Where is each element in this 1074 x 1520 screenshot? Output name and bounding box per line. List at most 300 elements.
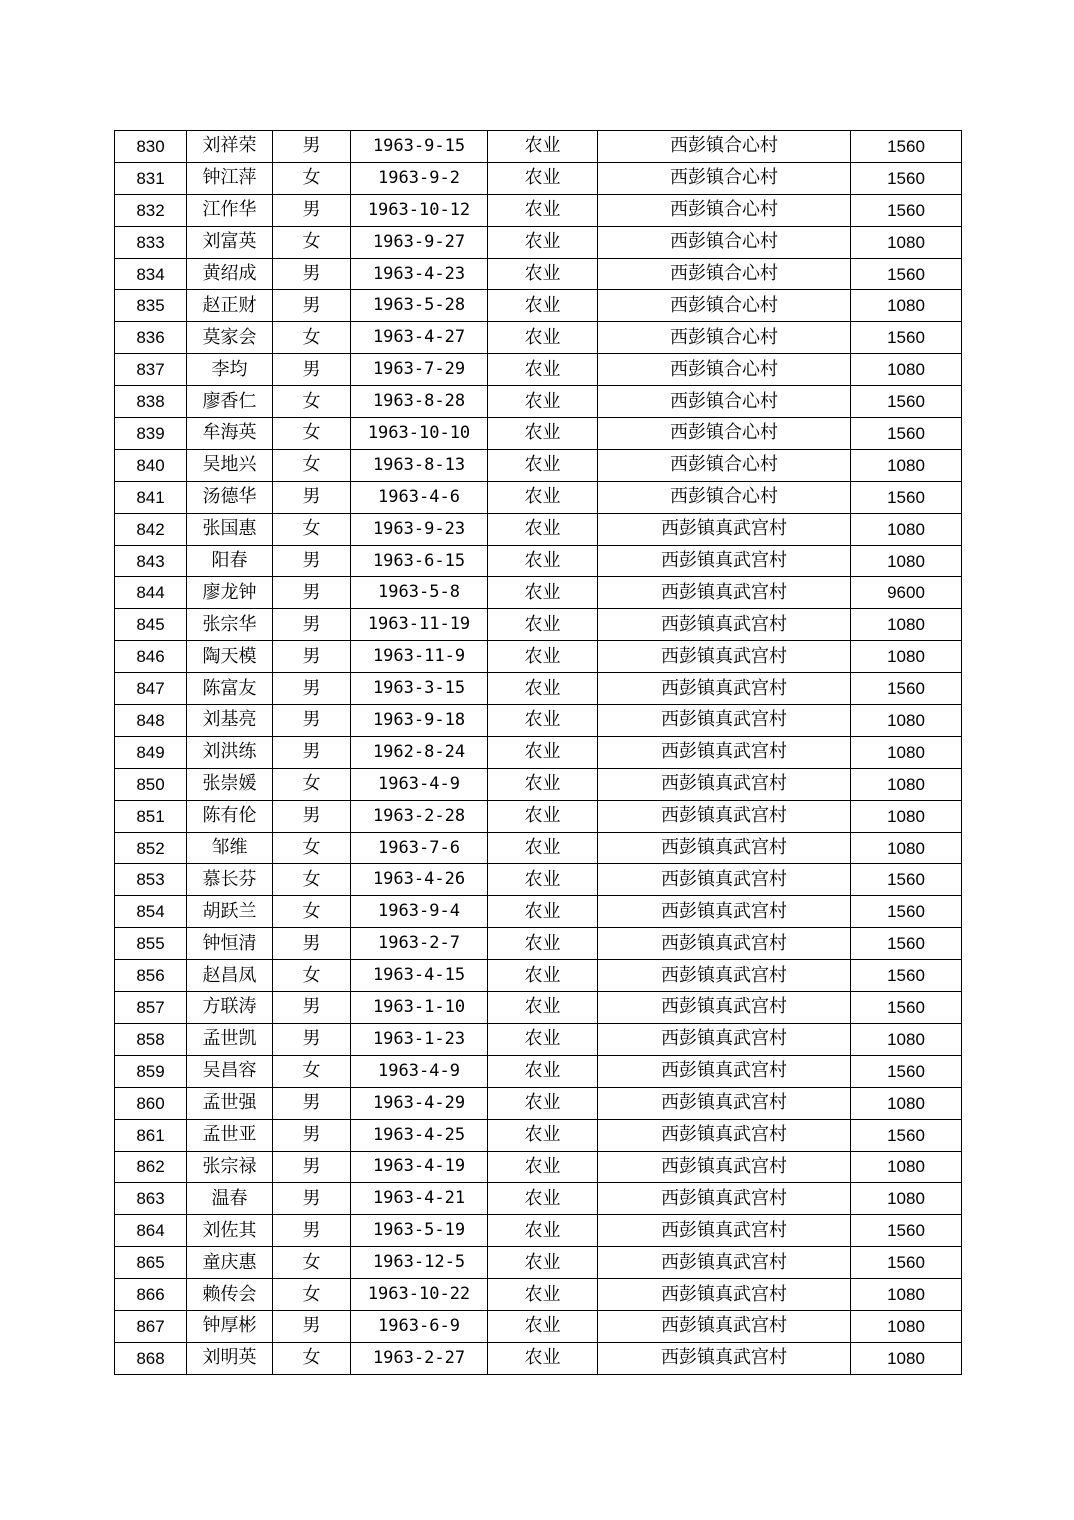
amount-cell: 1560: [851, 131, 962, 163]
birth-date-cell: 1963-4-9: [351, 768, 488, 800]
gender-cell: 女: [273, 226, 351, 258]
table-row: [115, 1215, 962, 1247]
address-cell: 西彭镇合心村: [598, 290, 851, 322]
row-number-cell: 832: [115, 194, 187, 226]
address-cell: 西彭镇合心村: [598, 322, 851, 354]
table-row: [115, 418, 962, 450]
address-cell: 西彭镇真武宫村: [598, 1151, 851, 1183]
gender-cell: 男: [273, 1151, 351, 1183]
birth-date-cell: 1963-4-21: [351, 1183, 488, 1215]
row-number-cell: 849: [115, 736, 187, 768]
birth-date-cell: 1963-4-26: [351, 864, 488, 896]
birth-date-cell: 1963-5-28: [351, 290, 488, 322]
row-number-cell: 848: [115, 705, 187, 737]
birth-date-cell: 1963-6-9: [351, 1310, 488, 1342]
name-cell: 温春: [187, 1183, 273, 1215]
amount-cell: 1080: [851, 1023, 962, 1055]
amount-cell: 1080: [851, 1183, 962, 1215]
name-cell: 李均: [187, 354, 273, 386]
table-row: [115, 705, 962, 737]
birth-date-cell: 1963-4-19: [351, 1151, 488, 1183]
row-number-cell: 847: [115, 673, 187, 705]
name-cell: 刘明英: [187, 1342, 273, 1374]
name-cell: 孟世强: [187, 1087, 273, 1119]
table-row: [115, 386, 962, 418]
address-cell: 西彭镇真武宫村: [598, 1055, 851, 1087]
gender-cell: 女: [273, 896, 351, 928]
birth-date-cell: 1963-6-15: [351, 545, 488, 577]
address-cell: 西彭镇合心村: [598, 481, 851, 513]
address-cell: 西彭镇真武宫村: [598, 768, 851, 800]
row-number-cell: 837: [115, 354, 187, 386]
amount-cell: 1080: [851, 545, 962, 577]
row-number-cell: 853: [115, 864, 187, 896]
amount-cell: 1080: [851, 290, 962, 322]
birth-date-cell: 1963-4-25: [351, 1119, 488, 1151]
occupation-cell: 农业: [488, 768, 598, 800]
gender-cell: 男: [273, 290, 351, 322]
gender-cell: 女: [273, 418, 351, 450]
table-row: [115, 131, 962, 163]
amount-cell: 1080: [851, 354, 962, 386]
address-cell: 西彭镇合心村: [598, 131, 851, 163]
occupation-cell: 农业: [488, 545, 598, 577]
name-cell: 汤德华: [187, 481, 273, 513]
occupation-cell: 农业: [488, 992, 598, 1024]
gender-cell: 男: [273, 131, 351, 163]
birth-date-cell: 1963-4-23: [351, 258, 488, 290]
roster-body: [115, 131, 962, 1375]
birth-date-cell: 1963-5-8: [351, 577, 488, 609]
gender-cell: 男: [273, 928, 351, 960]
row-number-cell: 864: [115, 1215, 187, 1247]
gender-cell: 女: [273, 1247, 351, 1279]
gender-cell: 男: [273, 705, 351, 737]
birth-date-cell: 1963-8-28: [351, 386, 488, 418]
row-number-cell: 831: [115, 162, 187, 194]
occupation-cell: 农业: [488, 386, 598, 418]
name-cell: 钟恒清: [187, 928, 273, 960]
name-cell: 张宗华: [187, 609, 273, 641]
address-cell: 西彭镇真武宫村: [598, 1342, 851, 1374]
gender-cell: 男: [273, 1087, 351, 1119]
amount-cell: 1560: [851, 960, 962, 992]
name-cell: 赵正财: [187, 290, 273, 322]
table-row: [115, 1023, 962, 1055]
occupation-cell: 农业: [488, 513, 598, 545]
table-row: [115, 545, 962, 577]
table-row: [115, 481, 962, 513]
name-cell: 刘祥荣: [187, 131, 273, 163]
address-cell: 西彭镇真武宫村: [598, 609, 851, 641]
name-cell: 刘洪练: [187, 736, 273, 768]
amount-cell: 1560: [851, 418, 962, 450]
table-row: [115, 736, 962, 768]
row-number-cell: 833: [115, 226, 187, 258]
occupation-cell: 农业: [488, 226, 598, 258]
amount-cell: 1560: [851, 162, 962, 194]
address-cell: 西彭镇真武宫村: [598, 1087, 851, 1119]
name-cell: 孟世凯: [187, 1023, 273, 1055]
birth-date-cell: 1963-11-9: [351, 641, 488, 673]
table-row: [115, 162, 962, 194]
address-cell: 西彭镇真武宫村: [598, 1119, 851, 1151]
amount-cell: 1080: [851, 705, 962, 737]
table-row: [115, 641, 962, 673]
address-cell: 西彭镇合心村: [598, 258, 851, 290]
gender-cell: 女: [273, 322, 351, 354]
table-row: [115, 1119, 962, 1151]
table-row: [115, 1342, 962, 1374]
gender-cell: 女: [273, 832, 351, 864]
amount-cell: 1560: [851, 1215, 962, 1247]
occupation-cell: 农业: [488, 864, 598, 896]
table-row: [115, 290, 962, 322]
amount-cell: 1080: [851, 800, 962, 832]
gender-cell: 男: [273, 1183, 351, 1215]
address-cell: 西彭镇真武宫村: [598, 641, 851, 673]
occupation-cell: 农业: [488, 832, 598, 864]
name-cell: 刘富英: [187, 226, 273, 258]
address-cell: 西彭镇真武宫村: [598, 1279, 851, 1311]
table-row: [115, 992, 962, 1024]
gender-cell: 女: [273, 960, 351, 992]
occupation-cell: 农业: [488, 354, 598, 386]
gender-cell: 女: [273, 1055, 351, 1087]
gender-cell: 男: [273, 1119, 351, 1151]
birth-date-cell: 1963-2-27: [351, 1342, 488, 1374]
row-number-cell: 845: [115, 609, 187, 641]
occupation-cell: 农业: [488, 194, 598, 226]
amount-cell: 1560: [851, 386, 962, 418]
gender-cell: 女: [273, 1342, 351, 1374]
amount-cell: 1080: [851, 1087, 962, 1119]
birth-date-cell: 1963-9-15: [351, 131, 488, 163]
row-number-cell: 859: [115, 1055, 187, 1087]
amount-cell: 1080: [851, 832, 962, 864]
occupation-cell: 农业: [488, 960, 598, 992]
birth-date-cell: 1963-4-9: [351, 1055, 488, 1087]
table-row: [115, 1055, 962, 1087]
amount-cell: 1560: [851, 928, 962, 960]
gender-cell: 男: [273, 609, 351, 641]
occupation-cell: 农业: [488, 1183, 598, 1215]
birth-date-cell: 1963-4-29: [351, 1087, 488, 1119]
table-row: [115, 226, 962, 258]
name-cell: 陈有伦: [187, 800, 273, 832]
table-row: [115, 673, 962, 705]
birth-date-cell: 1963-2-7: [351, 928, 488, 960]
occupation-cell: 农业: [488, 481, 598, 513]
address-cell: 西彭镇合心村: [598, 194, 851, 226]
table-row: [115, 1151, 962, 1183]
row-number-cell: 838: [115, 386, 187, 418]
row-number-cell: 852: [115, 832, 187, 864]
occupation-cell: 农业: [488, 705, 598, 737]
occupation-cell: 农业: [488, 896, 598, 928]
birth-date-cell: 1963-4-15: [351, 960, 488, 992]
name-cell: 黄绍成: [187, 258, 273, 290]
address-cell: 西彭镇真武宫村: [598, 960, 851, 992]
gender-cell: 男: [273, 736, 351, 768]
name-cell: 张国惠: [187, 513, 273, 545]
birth-date-cell: 1963-12-5: [351, 1247, 488, 1279]
amount-cell: 1080: [851, 449, 962, 481]
amount-cell: 1080: [851, 641, 962, 673]
occupation-cell: 农业: [488, 131, 598, 163]
address-cell: 西彭镇合心村: [598, 449, 851, 481]
occupation-cell: 农业: [488, 1215, 598, 1247]
row-number-cell: 862: [115, 1151, 187, 1183]
name-cell: 廖香仁: [187, 386, 273, 418]
name-cell: 赵昌凤: [187, 960, 273, 992]
table-row: [115, 960, 962, 992]
birth-date-cell: 1963-5-19: [351, 1215, 488, 1247]
gender-cell: 女: [273, 162, 351, 194]
gender-cell: 男: [273, 577, 351, 609]
occupation-cell: 农业: [488, 162, 598, 194]
occupation-cell: 农业: [488, 258, 598, 290]
gender-cell: 男: [273, 1023, 351, 1055]
address-cell: 西彭镇真武宫村: [598, 1023, 851, 1055]
amount-cell: 1560: [851, 1119, 962, 1151]
name-cell: 童庆惠: [187, 1247, 273, 1279]
name-cell: 刘佐其: [187, 1215, 273, 1247]
name-cell: 牟海英: [187, 418, 273, 450]
gender-cell: 女: [273, 386, 351, 418]
address-cell: 西彭镇真武宫村: [598, 705, 851, 737]
amount-cell: 1080: [851, 513, 962, 545]
occupation-cell: 农业: [488, 1055, 598, 1087]
row-number-cell: 844: [115, 577, 187, 609]
occupation-cell: 农业: [488, 800, 598, 832]
name-cell: 孟世亚: [187, 1119, 273, 1151]
name-cell: 陈富友: [187, 673, 273, 705]
name-cell: 阳春: [187, 545, 273, 577]
amount-cell: 1080: [851, 1151, 962, 1183]
amount-cell: 1080: [851, 1279, 962, 1311]
table-row: [115, 896, 962, 928]
amount-cell: 9600: [851, 577, 962, 609]
occupation-cell: 农业: [488, 609, 598, 641]
birth-date-cell: 1963-9-23: [351, 513, 488, 545]
birth-date-cell: 1963-11-19: [351, 609, 488, 641]
table-row: [115, 322, 962, 354]
address-cell: 西彭镇合心村: [598, 354, 851, 386]
birth-date-cell: 1963-2-28: [351, 800, 488, 832]
address-cell: 西彭镇真武宫村: [598, 1247, 851, 1279]
table-row: [115, 832, 962, 864]
occupation-cell: 农业: [488, 1247, 598, 1279]
gender-cell: 男: [273, 354, 351, 386]
table-row: [115, 258, 962, 290]
gender-cell: 女: [273, 768, 351, 800]
amount-cell: 1080: [851, 226, 962, 258]
name-cell: 慕长芬: [187, 864, 273, 896]
address-cell: 西彭镇合心村: [598, 386, 851, 418]
row-number-cell: 863: [115, 1183, 187, 1215]
gender-cell: 女: [273, 449, 351, 481]
row-number-cell: 866: [115, 1279, 187, 1311]
birth-date-cell: 1962-8-24: [351, 736, 488, 768]
address-cell: 西彭镇真武宫村: [598, 736, 851, 768]
table-row: [115, 768, 962, 800]
name-cell: 廖龙钟: [187, 577, 273, 609]
name-cell: 江作华: [187, 194, 273, 226]
name-cell: 邹维: [187, 832, 273, 864]
birth-date-cell: 1963-4-6: [351, 481, 488, 513]
table-row: [115, 864, 962, 896]
row-number-cell: 860: [115, 1087, 187, 1119]
birth-date-cell: 1963-7-29: [351, 354, 488, 386]
name-cell: 吴地兴: [187, 449, 273, 481]
gender-cell: 男: [273, 1310, 351, 1342]
amount-cell: 1560: [851, 673, 962, 705]
occupation-cell: 农业: [488, 736, 598, 768]
row-number-cell: 840: [115, 449, 187, 481]
row-number-cell: 851: [115, 800, 187, 832]
row-number-cell: 867: [115, 1310, 187, 1342]
gender-cell: 男: [273, 258, 351, 290]
amount-cell: 1080: [851, 768, 962, 800]
row-number-cell: 865: [115, 1247, 187, 1279]
gender-cell: 男: [273, 194, 351, 226]
address-cell: 西彭镇真武宫村: [598, 577, 851, 609]
row-number-cell: 856: [115, 960, 187, 992]
row-number-cell: 834: [115, 258, 187, 290]
address-cell: 西彭镇真武宫村: [598, 864, 851, 896]
occupation-cell: 农业: [488, 1119, 598, 1151]
gender-cell: 男: [273, 545, 351, 577]
birth-date-cell: 1963-7-6: [351, 832, 488, 864]
address-cell: 西彭镇真武宫村: [598, 992, 851, 1024]
amount-cell: 1560: [851, 258, 962, 290]
row-number-cell: 855: [115, 928, 187, 960]
table-row: [115, 1310, 962, 1342]
occupation-cell: 农业: [488, 673, 598, 705]
amount-cell: 1080: [851, 1310, 962, 1342]
table-row: [115, 354, 962, 386]
row-number-cell: 843: [115, 545, 187, 577]
table-row: [115, 1279, 962, 1311]
gender-cell: 女: [273, 1279, 351, 1311]
amount-cell: 1560: [851, 1247, 962, 1279]
amount-cell: 1560: [851, 322, 962, 354]
name-cell: 胡跃兰: [187, 896, 273, 928]
gender-cell: 男: [273, 992, 351, 1024]
row-number-cell: 861: [115, 1119, 187, 1151]
birth-date-cell: 1963-9-4: [351, 896, 488, 928]
gender-cell: 男: [273, 1215, 351, 1247]
gender-cell: 女: [273, 513, 351, 545]
table-row: [115, 609, 962, 641]
row-number-cell: 850: [115, 768, 187, 800]
birth-date-cell: 1963-1-10: [351, 992, 488, 1024]
row-number-cell: 854: [115, 896, 187, 928]
address-cell: 西彭镇真武宫村: [598, 896, 851, 928]
occupation-cell: 农业: [488, 1310, 598, 1342]
birth-date-cell: 1963-9-18: [351, 705, 488, 737]
name-cell: 张宗禄: [187, 1151, 273, 1183]
name-cell: 张崇媛: [187, 768, 273, 800]
amount-cell: 1560: [851, 1055, 962, 1087]
row-number-cell: 841: [115, 481, 187, 513]
gender-cell: 男: [273, 673, 351, 705]
occupation-cell: 农业: [488, 1023, 598, 1055]
birth-date-cell: 1963-1-23: [351, 1023, 488, 1055]
address-cell: 西彭镇真武宫村: [598, 800, 851, 832]
table-row: [115, 577, 962, 609]
table-row: [115, 513, 962, 545]
table-row: [115, 194, 962, 226]
row-number-cell: 846: [115, 641, 187, 673]
amount-cell: 1080: [851, 1342, 962, 1374]
occupation-cell: 农业: [488, 1087, 598, 1119]
amount-cell: 1560: [851, 481, 962, 513]
address-cell: 西彭镇真武宫村: [598, 1215, 851, 1247]
table-row: [115, 449, 962, 481]
address-cell: 西彭镇真武宫村: [598, 1310, 851, 1342]
amount-cell: 1560: [851, 992, 962, 1024]
name-cell: 莫家会: [187, 322, 273, 354]
row-number-cell: 842: [115, 513, 187, 545]
name-cell: 钟江萍: [187, 162, 273, 194]
address-cell: 西彭镇真武宫村: [598, 513, 851, 545]
table-row: [115, 800, 962, 832]
table-row: [115, 1087, 962, 1119]
birth-date-cell: 1963-3-15: [351, 673, 488, 705]
amount-cell: 1560: [851, 864, 962, 896]
address-cell: 西彭镇真武宫村: [598, 928, 851, 960]
address-cell: 西彭镇合心村: [598, 418, 851, 450]
name-cell: 赖传会: [187, 1279, 273, 1311]
occupation-cell: 农业: [488, 290, 598, 322]
name-cell: 吴昌容: [187, 1055, 273, 1087]
row-number-cell: 858: [115, 1023, 187, 1055]
row-number-cell: 839: [115, 418, 187, 450]
occupation-cell: 农业: [488, 1279, 598, 1311]
occupation-cell: 农业: [488, 641, 598, 673]
amount-cell: 1560: [851, 896, 962, 928]
gender-cell: 男: [273, 641, 351, 673]
gender-cell: 男: [273, 481, 351, 513]
address-cell: 西彭镇合心村: [598, 226, 851, 258]
row-number-cell: 830: [115, 131, 187, 163]
row-number-cell: 836: [115, 322, 187, 354]
occupation-cell: 农业: [488, 1342, 598, 1374]
address-cell: 西彭镇真武宫村: [598, 673, 851, 705]
table-row: [115, 1183, 962, 1215]
occupation-cell: 农业: [488, 322, 598, 354]
birth-date-cell: 1963-8-13: [351, 449, 488, 481]
amount-cell: 1080: [851, 609, 962, 641]
address-cell: 西彭镇真武宫村: [598, 832, 851, 864]
birth-date-cell: 1963-10-12: [351, 194, 488, 226]
gender-cell: 男: [273, 800, 351, 832]
roster-table: [114, 130, 962, 1375]
name-cell: 钟厚彬: [187, 1310, 273, 1342]
name-cell: 刘基亮: [187, 705, 273, 737]
gender-cell: 女: [273, 864, 351, 896]
occupation-cell: 农业: [488, 928, 598, 960]
address-cell: 西彭镇真武宫村: [598, 545, 851, 577]
address-cell: 西彭镇真武宫村: [598, 1183, 851, 1215]
table-row: [115, 1247, 962, 1279]
amount-cell: 1080: [851, 736, 962, 768]
birth-date-cell: 1963-10-10: [351, 418, 488, 450]
row-number-cell: 857: [115, 992, 187, 1024]
birth-date-cell: 1963-9-27: [351, 226, 488, 258]
